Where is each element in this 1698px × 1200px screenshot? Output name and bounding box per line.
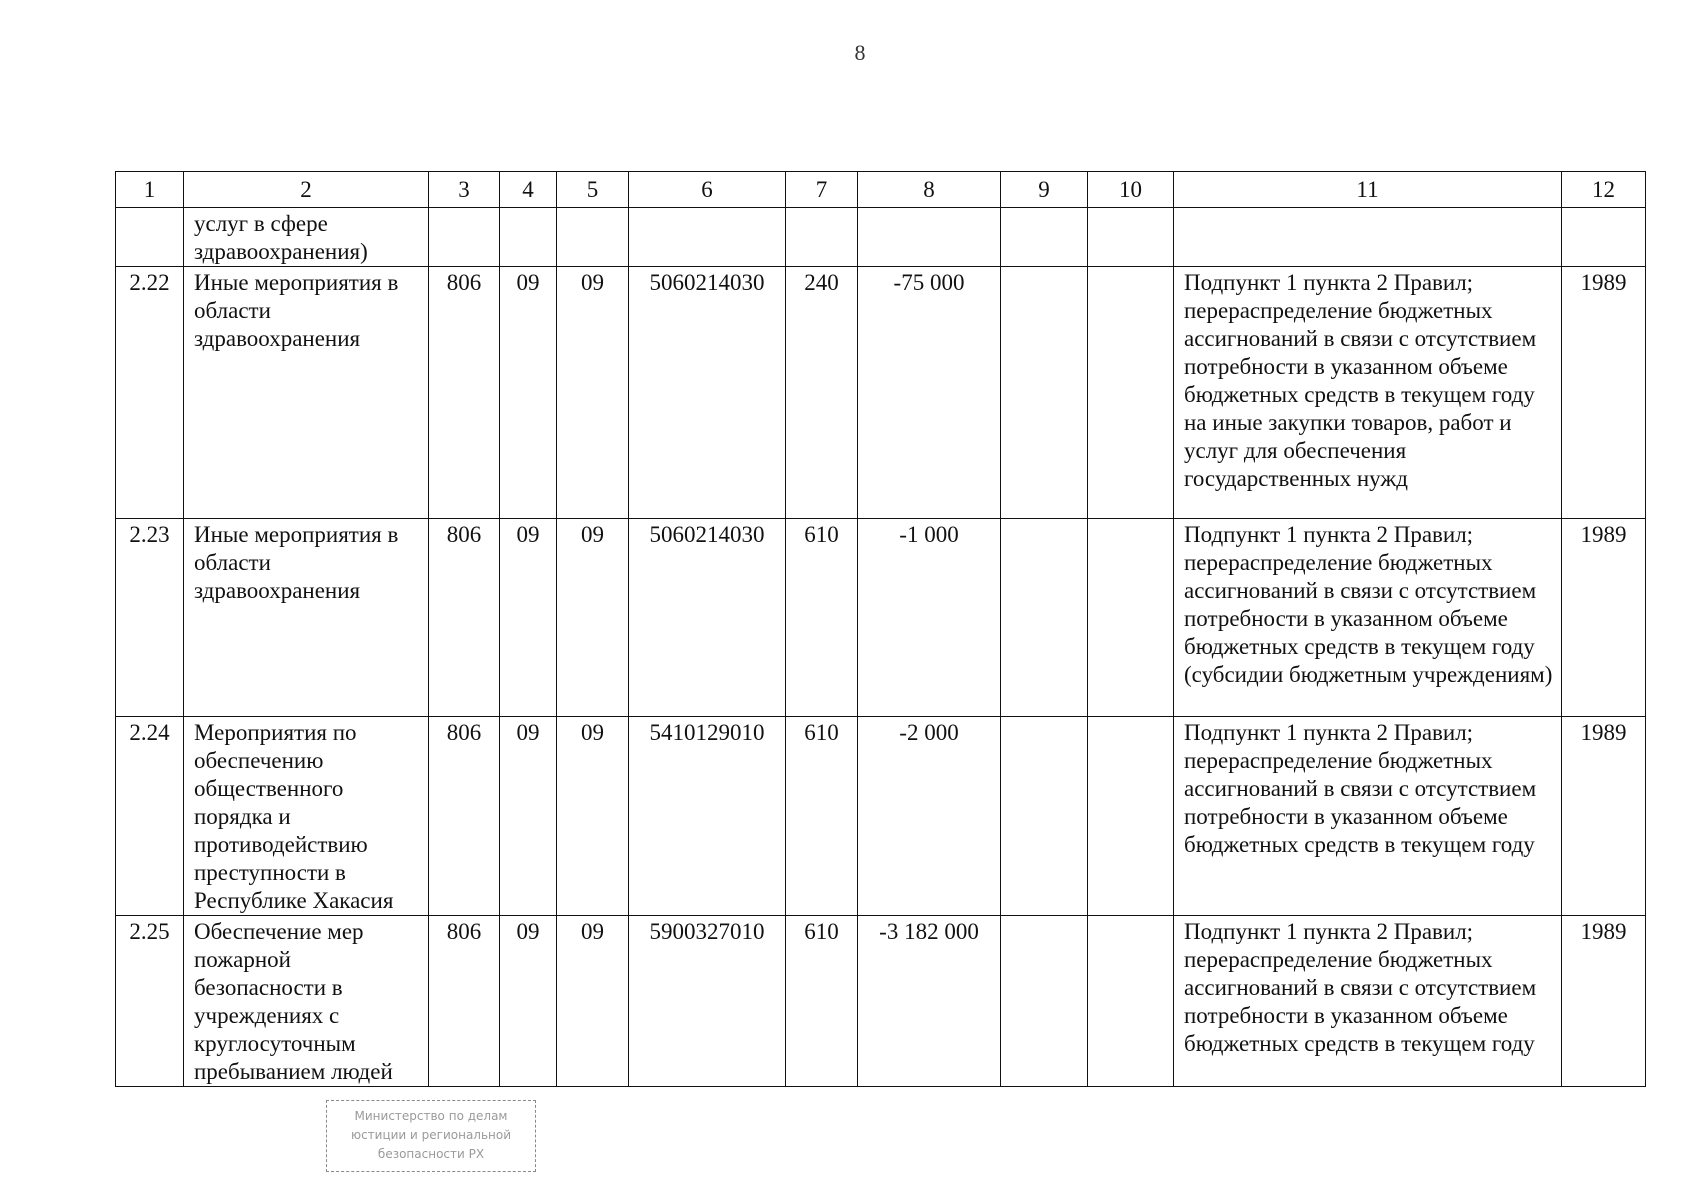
row-c4: 09	[500, 916, 557, 1087]
row-c5: 09	[557, 717, 629, 916]
row-c6: 5900327010	[629, 916, 786, 1087]
row-amount: -3 182 000	[858, 916, 1001, 1087]
row-c7: 240	[786, 267, 858, 519]
row-name: услуг в сфере здравоохранения)	[184, 208, 429, 267]
header-cell: 5	[557, 172, 629, 208]
row-c3: 806	[429, 267, 500, 519]
stamp-line: Министерство по делам	[354, 1109, 508, 1123]
header-cell: 1	[116, 172, 184, 208]
header-cell: 6	[629, 172, 786, 208]
header-cell: 2	[184, 172, 429, 208]
ministry-stamp	[326, 1100, 536, 1172]
table-row	[116, 717, 1646, 916]
table-row	[116, 519, 1646, 717]
row-c4: 09	[500, 519, 557, 717]
row-note: Подпункт 1 пункта 2 Правил; перераспределение бюджетных ассигнований в связи с отсутствием потребности в указанном объеме бюджетных средств в текущем году	[1174, 916, 1562, 1087]
row-amount: -2 000	[858, 717, 1001, 916]
row-c12: 1989	[1562, 717, 1646, 916]
row-c4: 09	[500, 717, 557, 916]
row-number: 2.25	[116, 916, 184, 1087]
row-c10	[1088, 519, 1174, 717]
row-amount: -75 000	[858, 267, 1001, 519]
table-row	[116, 267, 1646, 519]
row-c5: 09	[557, 916, 629, 1087]
stamp-line: безопасности РХ	[377, 1147, 485, 1161]
row-c9	[1001, 717, 1088, 916]
header-cell: 8	[858, 172, 1001, 208]
row-note: Подпункт 1 пункта 2 Правил; перераспределение бюджетных ассигнований в связи с отсутствием потребности в указанном объеме бюджетных средств в текущем году на иные закупки товаров, работ и услуг для обеспечения государственных нужд	[1174, 267, 1562, 519]
row-c3: 806	[429, 916, 500, 1087]
row-c7: 610	[786, 717, 858, 916]
row-name: Обеспечение мер пожарной безопасности в учреждениях с круглосуточным пребыванием людей	[184, 916, 429, 1087]
header-cell: 10	[1088, 172, 1174, 208]
row-c12: 1989	[1562, 519, 1646, 717]
header-cell: 9	[1001, 172, 1088, 208]
header-cell: 4	[500, 172, 557, 208]
row-c10	[1088, 717, 1174, 916]
continuation-row	[116, 208, 1646, 267]
row-c7: 610	[786, 916, 858, 1087]
header-cell: 12	[1562, 172, 1646, 208]
row-c5: 09	[557, 519, 629, 717]
row-c3: 806	[429, 717, 500, 916]
row-c3: 806	[429, 519, 500, 717]
row-note: Подпункт 1 пункта 2 Правил; перераспределение бюджетных ассигнований в связи с отсутствием потребности в указанном объеме бюджетных средств в текущем году (субсидии бюджетным учреждениям)	[1174, 519, 1562, 717]
header-cell: 11	[1174, 172, 1562, 208]
table-row	[116, 916, 1646, 1087]
row-c12: 1989	[1562, 916, 1646, 1087]
row-name: Мероприятия по обеспечению общественного порядка и противодействию преступности в Республике Хакасия	[184, 717, 429, 916]
header-cell: 3	[429, 172, 500, 208]
header-row	[116, 172, 1646, 208]
row-number: 2.24	[116, 717, 184, 916]
row-amount: -1 000	[858, 519, 1001, 717]
row-note: Подпункт 1 пункта 2 Правил; перераспределение бюджетных ассигнований в связи с отсутствием потребности в указанном объеме бюджетных средств в текущем году	[1174, 717, 1562, 916]
row-c7: 610	[786, 519, 858, 717]
row-c10	[1088, 267, 1174, 519]
header-cell: 7	[786, 172, 858, 208]
budget-table	[115, 171, 1646, 1087]
row-c9	[1001, 267, 1088, 519]
row-c6: 5060214030	[629, 519, 786, 717]
row-c6: 5410129010	[629, 717, 786, 916]
row-c9	[1001, 916, 1088, 1087]
row-c12: 1989	[1562, 267, 1646, 519]
row-c9	[1001, 519, 1088, 717]
row-name: Иные мероприятия в области здравоохранения	[184, 267, 429, 519]
row-name: Иные мероприятия в области здравоохранения	[184, 519, 429, 717]
row-c4: 09	[500, 267, 557, 519]
row-c5: 09	[557, 267, 629, 519]
row-c10	[1088, 916, 1174, 1087]
row-c6: 5060214030	[629, 267, 786, 519]
row-number: 2.22	[116, 267, 184, 519]
row-number: 2.23	[116, 519, 184, 717]
stamp-line: юстиции и региональной	[350, 1128, 512, 1142]
page-number: 8	[854, 40, 866, 65]
